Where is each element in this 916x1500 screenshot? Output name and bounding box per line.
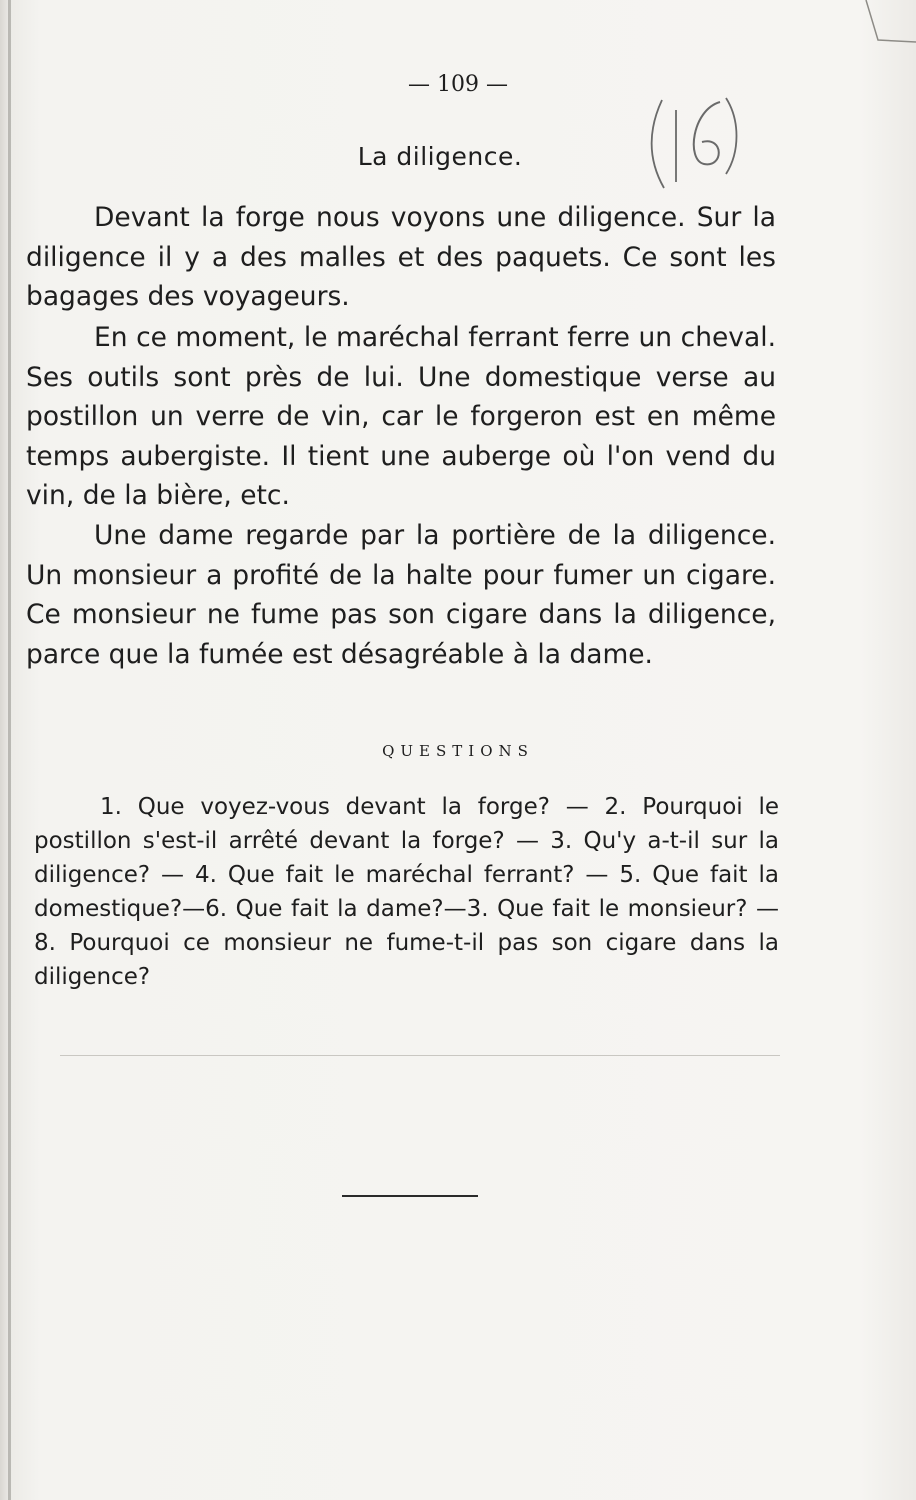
chapter-title: La diligence.: [357, 142, 523, 171]
page-number: — 109 —: [408, 72, 508, 97]
paragraph-2-text: En ce moment, le maréchal ferrant ferre un cheval. Ses outils sont près de lui. Une domestique verse au postillon un verre de vin, car le forgeron est en même temps aubergiste. Il tient une auberge où l'on vend du vin, de la bière, etc.: [26, 322, 776, 511]
paragraph-2: [26, 318, 776, 516]
section-divider-rule: [342, 1195, 478, 1197]
paragraph-1: [26, 198, 776, 317]
questions-block: [34, 790, 779, 994]
paragraph-3: [26, 516, 776, 674]
paragraph-3-text: Une dame regarde par la portière de la diligence. Un monsieur a profité de la halte pour fumer un cigare. Ce monsieur ne fume pas son cigare dans la diligence, parce que la fumée est désagréable à la dame.: [26, 520, 776, 670]
paragraph-1-text: Devant la forge nous voyons une diligence. Sur la diligence il y a des malles et des paquets. Ce sont les bagages des voyageurs.: [26, 202, 776, 312]
questions-heading: QUESTIONS: [382, 742, 534, 760]
bleed-through-rule: [60, 1055, 780, 1056]
questions-text: 1. Que voyez-vous devant la forge? — 2. Pourquoi le postillon s'est-il arrêté devant la forge? — 3. Qu'y a-t-il sur la diligence? — 4. Que fait le maréchal ferrant? — 5. Que fait la domestique?—6. Que fait la dame?—3. Que fait le monsieur? — 8. Pourquoi ce monsieur ne fume-t-il pas son cigare dans la diligence?: [34, 794, 779, 990]
page-corner-mark: [836, 0, 916, 60]
